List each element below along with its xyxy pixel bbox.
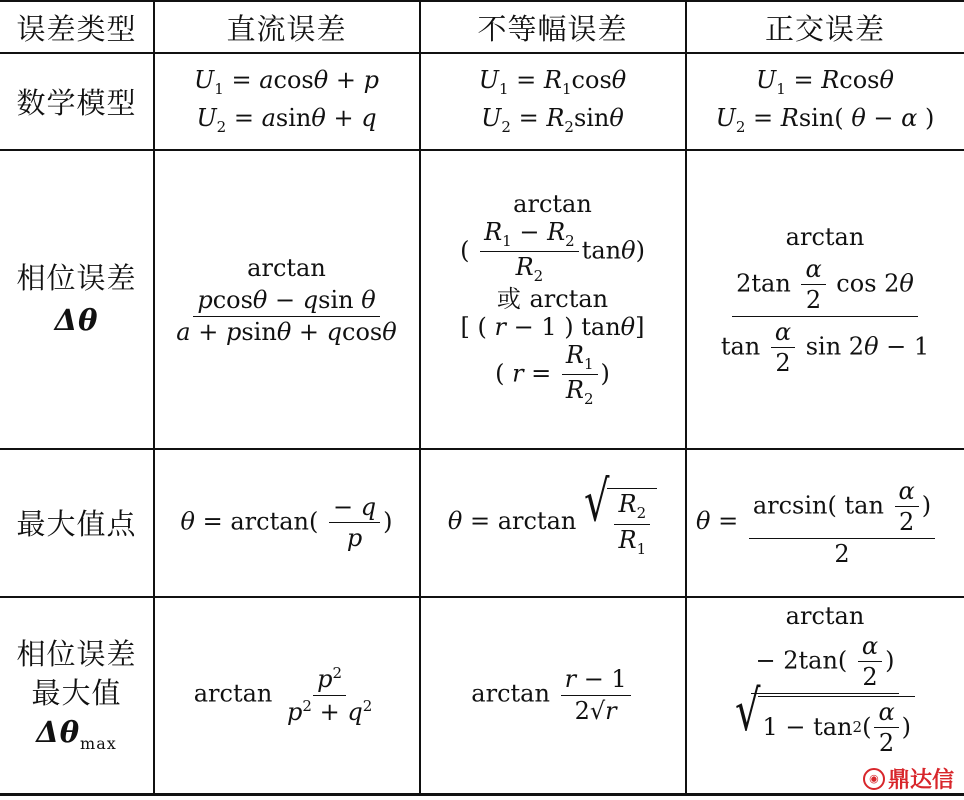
header-amplitude-error: 不等幅误差: [477, 11, 628, 46]
row-label-phase-error: 相位误差 Δθ: [16, 260, 137, 337]
row-label-max-point: 最大值点: [16, 507, 137, 541]
amplitude-phase-error-formula: arctan ( $\frac{R_1 - R_2}{R_2}$ tanθ) 或 arctan [ ( r − 1 ) tanθ] ( r = $\frac{R_1}{R_2}$ ): [460, 190, 645, 409]
amplitude-model-formula: $U_1 = R_1\cos\theta$ $U_2 = R_2\sin\theta$: [478, 66, 627, 136]
row-label-max-phase-error: 相位误差 最大值 $\Delta\theta_{max}$: [16, 637, 137, 754]
header-error-type: 误差类型: [16, 11, 137, 46]
row-label-model: 数学模型: [16, 85, 137, 120]
dc-model-formula: $U_1 = acos\theta + p$ $U_2 = asin\theta + q$: [194, 66, 379, 136]
orthogonal-model-formula: $U_1 = Rcos\theta$ $U_2 = Rsin$( θ − α ): [715, 66, 935, 136]
dc-max-point-formula: θ = arctan( $\frac{- q}{p}$ ): [180, 492, 393, 552]
dc-phase-error-formula: arctan $\frac{\text{pcosθ − qsin θ}}{a + psin\theta + qcos\theta}$: [176, 254, 397, 346]
amplitude-max-point-formula: θ = arctan √ $\frac{R_2}{R_1}$: [420, 449, 685, 596]
dc-max-phase-error-formula: arctan $\frac{p^2}{p^2 + q^2}$: [193, 664, 373, 726]
orthogonal-max-phase-error-formula: arctan − 2tan( $\frac{\alpha}{2}$ ) √ 1 − tan 2 ( $\frac{\alpha}{2}$ ): [686, 597, 964, 793]
watermark-seal-icon: ◉: [863, 768, 885, 790]
header-dc-error: 直流误差: [226, 11, 347, 46]
orthogonal-max-point-formula: θ = arcsin( tan $\frac{\alpha}{2}$ ) 2: [686, 449, 964, 596]
watermark-logo: [863, 763, 954, 794]
orthogonal-phase-error-formula: arctan 2tan $\frac{\alpha}{2}$ cos 2θ tan $\frac{\alpha}{2}$ sin 2θ − 1: [720, 222, 930, 377]
watermark-text: 鼎达信: [887, 768, 954, 793]
table-bottom-border: [0, 793, 964, 796]
header-orthogonal-error: 正交误差: [764, 11, 885, 46]
amplitude-max-phase-error-formula: arctan $\frac{r - 1}{2√r}$: [420, 597, 685, 793]
